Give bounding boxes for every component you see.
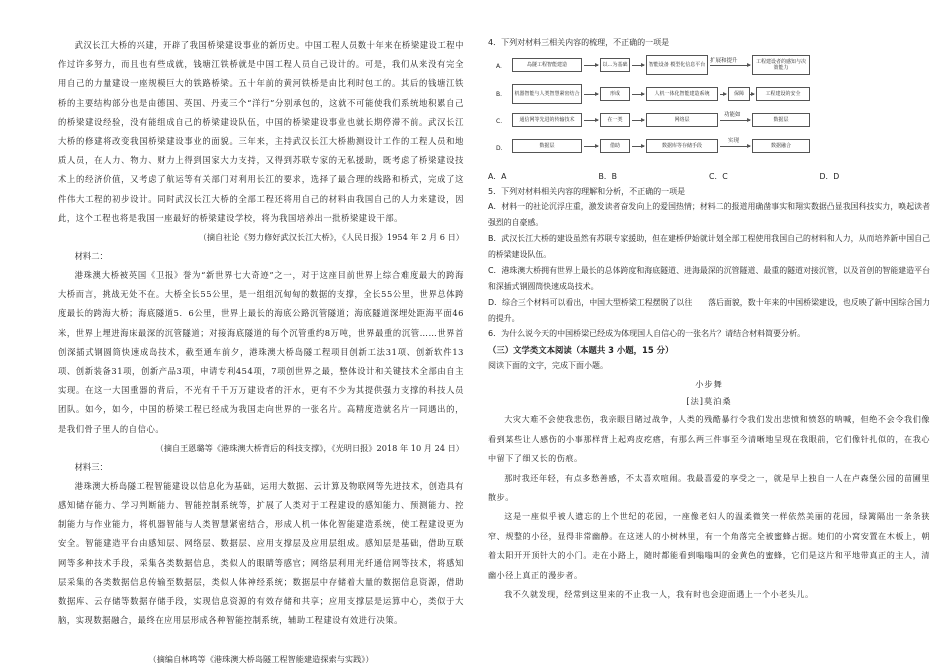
arrow: [720, 94, 726, 95]
diagram-d-box-5: 数据融合: [752, 139, 810, 153]
diagram-label-c: C.: [496, 117, 503, 125]
diagram-b-box-3: 人机一体化智能建造系统: [646, 87, 718, 101]
diagram-c-box-3: 网络层: [646, 113, 718, 127]
diagram-c-box-5: 数据层: [752, 113, 810, 127]
story-author: [法]莫泊桑: [686, 396, 732, 407]
material-two-heading: 材料二：: [74, 251, 108, 262]
material-two-text: 港珠澳大桥被英国《卫报》誉为“新世界七大奇迹”之一，对于这座目前世界上综合难度最大的跨海大桥而言，挑战无处不在。大桥全长55公里，是一组组沉甸甸的数据的支撑，全长55公里，世界总体跨度最长的跨海大桥；海底隧道5．6公里，世界上最长的海底公路沉管隧道；海底隧道深埋处距海平面46米，世界上埋进海床最深的沉管隧道；对接海底隧道的每个沉管重约8万吨，世界最重的沉管……世界首创深插式钢圆筒快速成岛技术，截至通车前夕，港珠澳大桥岛隧工程项目创新工法31项、创新软件13项、创新装备31项，创新产品3项，申请专利454项，7项创世界之最，整体设计和关键技术全部由自主实现。在这一大国重器的背后，不光有千千万万建设者的汗水，更有不少为其提供强力支撑的科技人员团队。如今，如今，中国的桥梁工程已经成为我国走向世界的一张名片。高精度造就名片一同遇出的，是我们骨子里人的自信心。: [58, 270, 464, 434]
diagram-a-box-4: 扩展和提升: [710, 57, 738, 64]
question-6: 6．为什么说今天的中国桥梁已经成为体现国人自信心的一张名片？请结合材料简要分析。: [488, 329, 806, 339]
story-paragraph-4: 我不久就发现，经常到这里来的不止我一人，我有时也会迎面遇上一个小老头儿。: [504, 589, 814, 600]
question-5-option-a[interactable]: A．材料一的社论沉浮庄重，激发读者奋发向上的爱国热情；材料二的报道用确凿事实和翔实数据凸显我国科技实力，唤起读者强烈的自豪感。: [488, 202, 930, 228]
arrow: [720, 146, 750, 147]
arrow: [584, 94, 598, 95]
diagram-a-box-1: 岛隧工程智能建造: [512, 58, 582, 72]
option-c[interactable]: C．C: [709, 171, 728, 181]
reading-instruction: 阅读下面的文字，完成下面小题。: [488, 360, 608, 370]
question-4-diagram: [488, 55, 930, 169]
diagram-d-box-4: 实现: [728, 137, 740, 144]
story-title: 小步舞: [695, 379, 723, 390]
diagram-b-box-1: 机器智能与人类智慧紧密结合: [512, 84, 582, 104]
diagram-d-box-1: 数据层: [512, 139, 582, 153]
option-b[interactable]: B．B: [598, 171, 617, 181]
material-three-heading: 材料三：: [74, 461, 108, 472]
question-5-option-d[interactable]: D．综合三个材料可以看出，中国大型桥梁工程摆脱了以往 落后面貌，数十年来的中国桥梁建设，也反映了新中国综合国力的提升。: [488, 298, 930, 324]
material-three-text: 港珠澳大桥岛隧工程智能建设以信息化为基础，运用大数据、云计算及物联网等先进技术，创造具有感知储存能力、学习判断能力、智能控制系统等，扩展了人类对于工程建设的感知能力、预测能力、控制能力与作业能力，将机器智能与人类智慧紧密结合，形成人机一体化智能建造系统，使工程建设更为安全。智能建造平台由感知层、网络层、数据层、应用支撑层及应用层组成。感知层是基础，借助互联网等多种技术手段，采集各类数据信息，类似人的眼睛等感官；网络层利用光纤通信网等技术，将感知层采集的各类数据信息传输至数据层，类似人体神经系统；数据层中存储着大量的数据信息资源，借助数据库、云存储等数据存储手段，实现信息资源的有效存储和共享；应用支撑层是运算中心，类似于大脑，实现数据融合，最终在应用层形成各种智能控制系统，辅助工程建设有效进行决策。: [58, 480, 464, 626]
question-5: 5．下列对材料相关内容的理解和分析，不正确的一项是: [488, 186, 686, 196]
arrow: [632, 94, 644, 95]
diagram-c-box-2: 在一类: [600, 113, 630, 127]
question-5-option-b[interactable]: B．武汉长江大桥的建设虽然有苏联专家援助，但在建桥伊始就计划全部工程使用我国自己的材料和人力，从而培养新中国自己的桥梁建设队伍。: [488, 234, 930, 260]
arrow: [750, 94, 754, 95]
material-two-source: （摘自王恩璐等《港珠澳大桥背后的科技支撑》，《光明日报》2018 年 10 月 24 日）: [155, 442, 464, 453]
diagram-b-box-5: 工程建设的安全: [756, 87, 810, 101]
diagram-a-box-3: 智能设备 模型化信息平台: [646, 55, 708, 75]
diagram-d-box-3: 数据库等存储手段: [646, 139, 718, 153]
option-d[interactable]: D．D: [819, 171, 840, 181]
diagram-label-d: D.: [496, 144, 503, 152]
arrow: [584, 65, 598, 66]
arrow: [720, 120, 750, 121]
arrow: [584, 120, 598, 121]
diagram-c-box-4: 功能如: [724, 111, 741, 118]
arrow: [710, 65, 750, 66]
material-one-text: 武汉长江大桥的兴建，开辟了我国桥梁建设事业的新历史。中国工程人员数十年来在桥梁建设工程中作过许多努力，而且也有些成就，钱塘江铁桥就是中国工程人员自己设计的。可是，我们从来没有完全用自己的力量建设一座规模巨大的铁路桥梁。五十年前的黄河铁桥是由比利时包工的。其后的钱塘江铁桥的主要结构部分也是由德国、英国、丹麦三个“洋行”分别承包的，这就不可能使我们系统地积累自己的桥梁建设经验，没有能组成自己的桥梁建设队伍，中国的桥梁建设事业也就长期停滞不前。武汉长江大桥的修建将改变我国桥梁建设事业的面貌。三年来，主持武汉长江大桥勘测设计工作的工程人员和地质人员，在人力、物力、财力上得到国家大力支持，又得到苏联专家的无私援助，既考虑了桥梁建设技术上的经济价值，又考虑了航运等有关部门对利用长江的要求，选择了最合理的线路和桥式，完成了这件伟大工程的初步设计。同时武汉长江大桥的全部工程还将用自己的材料由我国自己的人力来建设，因此，这个工程也将是我国一座最好的桥梁建设学校，将为我国培养出一批桥梁建设干部。: [58, 40, 464, 223]
question-4-options: [488, 171, 930, 182]
arrow: [632, 146, 644, 147]
arrow: [632, 120, 644, 121]
story-paragraph-3: 这是一座似乎被人遗忘的上个世纪的花园，一座像老妇人的温柔微笑一样依然美丽的花园，绿篱隔出一条条狭窄、规整的小径，显得非常幽静。在这迷人的小树林里，有一个角落完全被蜜蜂占据。她们的小窝安置在木板上，朝着太阳开开顶针大的小门。走在小路上，随时都能看到嗡嗡叫的金黄色的蜜蜂，它们是这片和平地带真正的主人，清幽小径上真正的漫步者。: [488, 511, 930, 580]
arrow: [584, 146, 598, 147]
option-a[interactable]: A．A: [488, 171, 507, 181]
material-one-source: （摘自社论《努力修好武汉长江大桥》，《人民日报》1954 年 2 月 6 日）: [198, 232, 464, 243]
diagram-b-box-2: 形成: [600, 87, 630, 101]
diagram-a-box-5: 工程建设者的感知与决策能力: [752, 55, 810, 75]
arrow: [632, 65, 644, 66]
diagram-b-box-4: 保障: [728, 87, 750, 101]
diagram-d-box-2: 借助: [600, 139, 630, 153]
diagram-c-box-1: 通信网等先进的传输技术: [512, 113, 582, 127]
right-column: [484, 0, 950, 672]
story-paragraph-2: 那时我还年轻，有点多愁善感，不太喜欢喧闹。我最喜爱的享受之一，就是早上独自一人在卢森堡公园的苗圃里散步。: [488, 472, 930, 502]
section-heading: （三）文学类文本阅读（本题共 3 小题，15 分）: [488, 344, 674, 355]
question-4: 4．下列对材料三相关内容的梳理，不正确的一项是: [488, 38, 670, 47]
material-three-source: （摘编自林鸣等《港珠澳大桥岛隧工程智能建造探索与实践》）: [148, 654, 374, 665]
diagram-label-b: B.: [496, 90, 503, 98]
diagram-a-box-2: 以…为基础: [600, 58, 630, 72]
question-5-option-c[interactable]: C．港珠澳大桥拥有世界上最长的总体跨度和海底隧道、进海最深的沉管隧道、最重的隧道对接沉管，以及首创的智能建造平台和深插式钢圆筒快速成岛技术。: [488, 266, 930, 292]
diagram-label-a: A.: [496, 62, 502, 70]
story-paragraph-1: 大灾大难不会使我悲伤，我亲眼目睹过战争，人类的残酷暴行令我们发出悲愤和愤怒的呐喊，但绝不会令我们像看到某些让人感伤的小事那样背上起鸡皮疙瘩，有那么两三件事至今清晰地呈现在我眼前，它们像针扎似的，在我心中留下了细又长的伤痕。: [488, 414, 930, 464]
